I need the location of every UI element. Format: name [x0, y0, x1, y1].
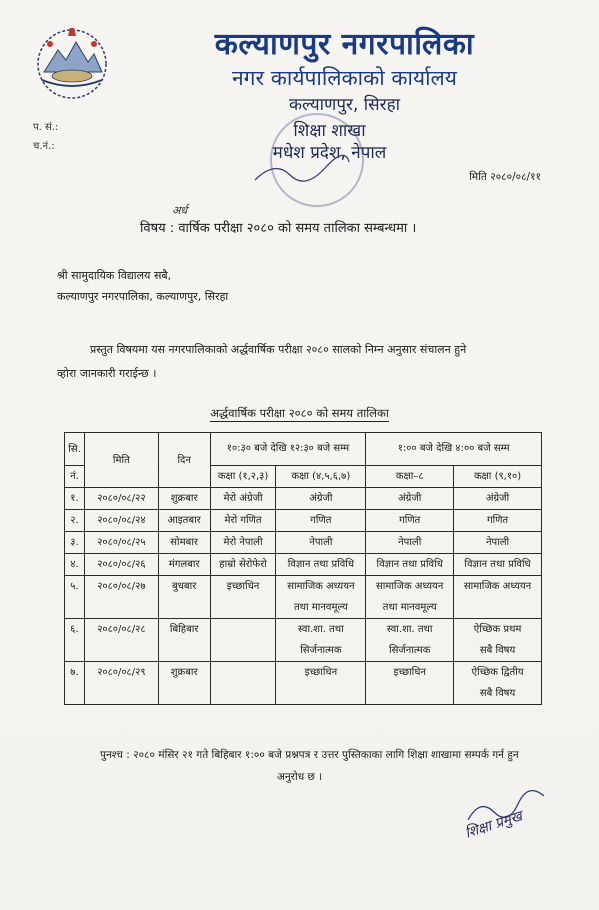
handwritten-insertion: अर्ध	[172, 204, 188, 217]
table-row: ६. २०८०/०८/२८ बिहिबार स्वा.शा. तथा सिर्जनात्मक स्वा.शा. तथा सिर्जनात्मक ऐच्छिक प्रथम सबै विषय	[65, 619, 542, 662]
header-day-slot: १:०० बजे देखि ४:०० बजे सम्म	[366, 433, 542, 466]
table-row: ४. २०८०/०८/२६ मंगलबार हाम्रो सेरोफेरो विज्ञान तथा प्रविधि विज्ञान तथा प्रविधि विज्ञान तथा प्रविधि	[65, 554, 542, 576]
province-name: मधेश प्रदेश, नेपाल	[272, 143, 387, 163]
table-row: ५. २०८०/०८/२७ बुधबार इच्छाधिन सामाजिक अध्ययन तथा मानवमूल्य सामाजिक अध्ययन तथा मानवमूल्य सामाजिक अध्ययन	[65, 576, 542, 619]
table-header-row	[65, 433, 542, 466]
letter-date: मिति २०८०/०८/११	[469, 171, 541, 183]
body-line-2: व्होरा जानकारी गराईन्छ ।	[57, 367, 157, 380]
stamp-signature-icon	[245, 150, 355, 190]
header-class-c: कक्षा–८	[366, 466, 454, 488]
table-row: ७. २०८०/०८/२९ शुक्रबार इच्छाधिन इच्छाधिन ऐच्छिक द्वितीय सबै विषय	[65, 662, 542, 705]
dispatch-number-label: च.नं.:	[33, 141, 55, 152]
letter-number-label: प. सं.:	[33, 122, 59, 133]
header-sn-2: नं.	[65, 466, 85, 488]
header-day: दिन	[158, 433, 210, 488]
municipality-title: कल्याणपुर नगरपालिका	[214, 27, 475, 62]
header-sn: सि.	[65, 433, 85, 466]
header-class-a: कक्षा (१,२,३)	[210, 466, 276, 488]
footnote-line-1: पुनश्च : २०८० मंसिर २१ गते बिहिबार १:०० बजे प्रश्नपत्र र उत्तर पुस्तिकाका लागि शिक्षा शाखामा सम्पर्क गर्न हुन	[100, 749, 519, 761]
exam-schedule-table	[64, 432, 542, 705]
table-row: २. २०८०/०८/२४ आइतबार मेरो गणित गणित गणित गणित	[65, 510, 542, 532]
subject-line	[140, 218, 416, 236]
addressee-line-2: कल्याणपुर नगरपालिका, कल्याणपुर, सिरहा	[57, 290, 229, 303]
header-date: मिति	[84, 433, 158, 488]
subject-text: वार्षिक परीक्षा २०८० को समय तालिका सम्बन्धमा ।	[178, 221, 417, 236]
office-name: नगर कार्यपालिकाको कार्यालय	[232, 66, 457, 90]
subject-prefix: विषय :	[140, 221, 175, 236]
section-name: शिक्षा शाखा	[293, 121, 366, 141]
addressee-line-1: श्री सामुदायिक विद्यालय सबै,	[57, 269, 172, 282]
header-class-d: कक्षा (९,१०)	[454, 466, 542, 488]
table-row: ३. २०८०/०८/२५ सोमबार मेरो नेपाली नेपाली नेपाली नेपाली	[65, 532, 542, 554]
table-title: अर्द्धवार्षिक परीक्षा २०८० को समय तालिका	[210, 406, 389, 420]
header-class-b: कक्षा (४,५,६,७)	[276, 466, 366, 488]
footnote-line-2: अनुरोध छ ।	[276, 771, 323, 783]
body-line-1: प्रस्तुत विषयमा यस नगरपालिकाको अर्द्धवार्षिक परीक्षा २०८० सालको निम्न अनुसार संचालन हुने	[90, 343, 467, 356]
office-location: कल्याणपुर, सिरहा	[288, 95, 401, 115]
table-row: १. २०८०/०८/२२ शुक्रबार मेरो अंग्रेजी अंग्रेजी अंग्रेजी अंग्रेजी	[65, 488, 542, 510]
signature-title: शिक्षा प्रमुख	[463, 808, 525, 842]
header-morning-slot: १०:३० बजे देखि १२:३० बजे सम्म	[210, 433, 366, 466]
